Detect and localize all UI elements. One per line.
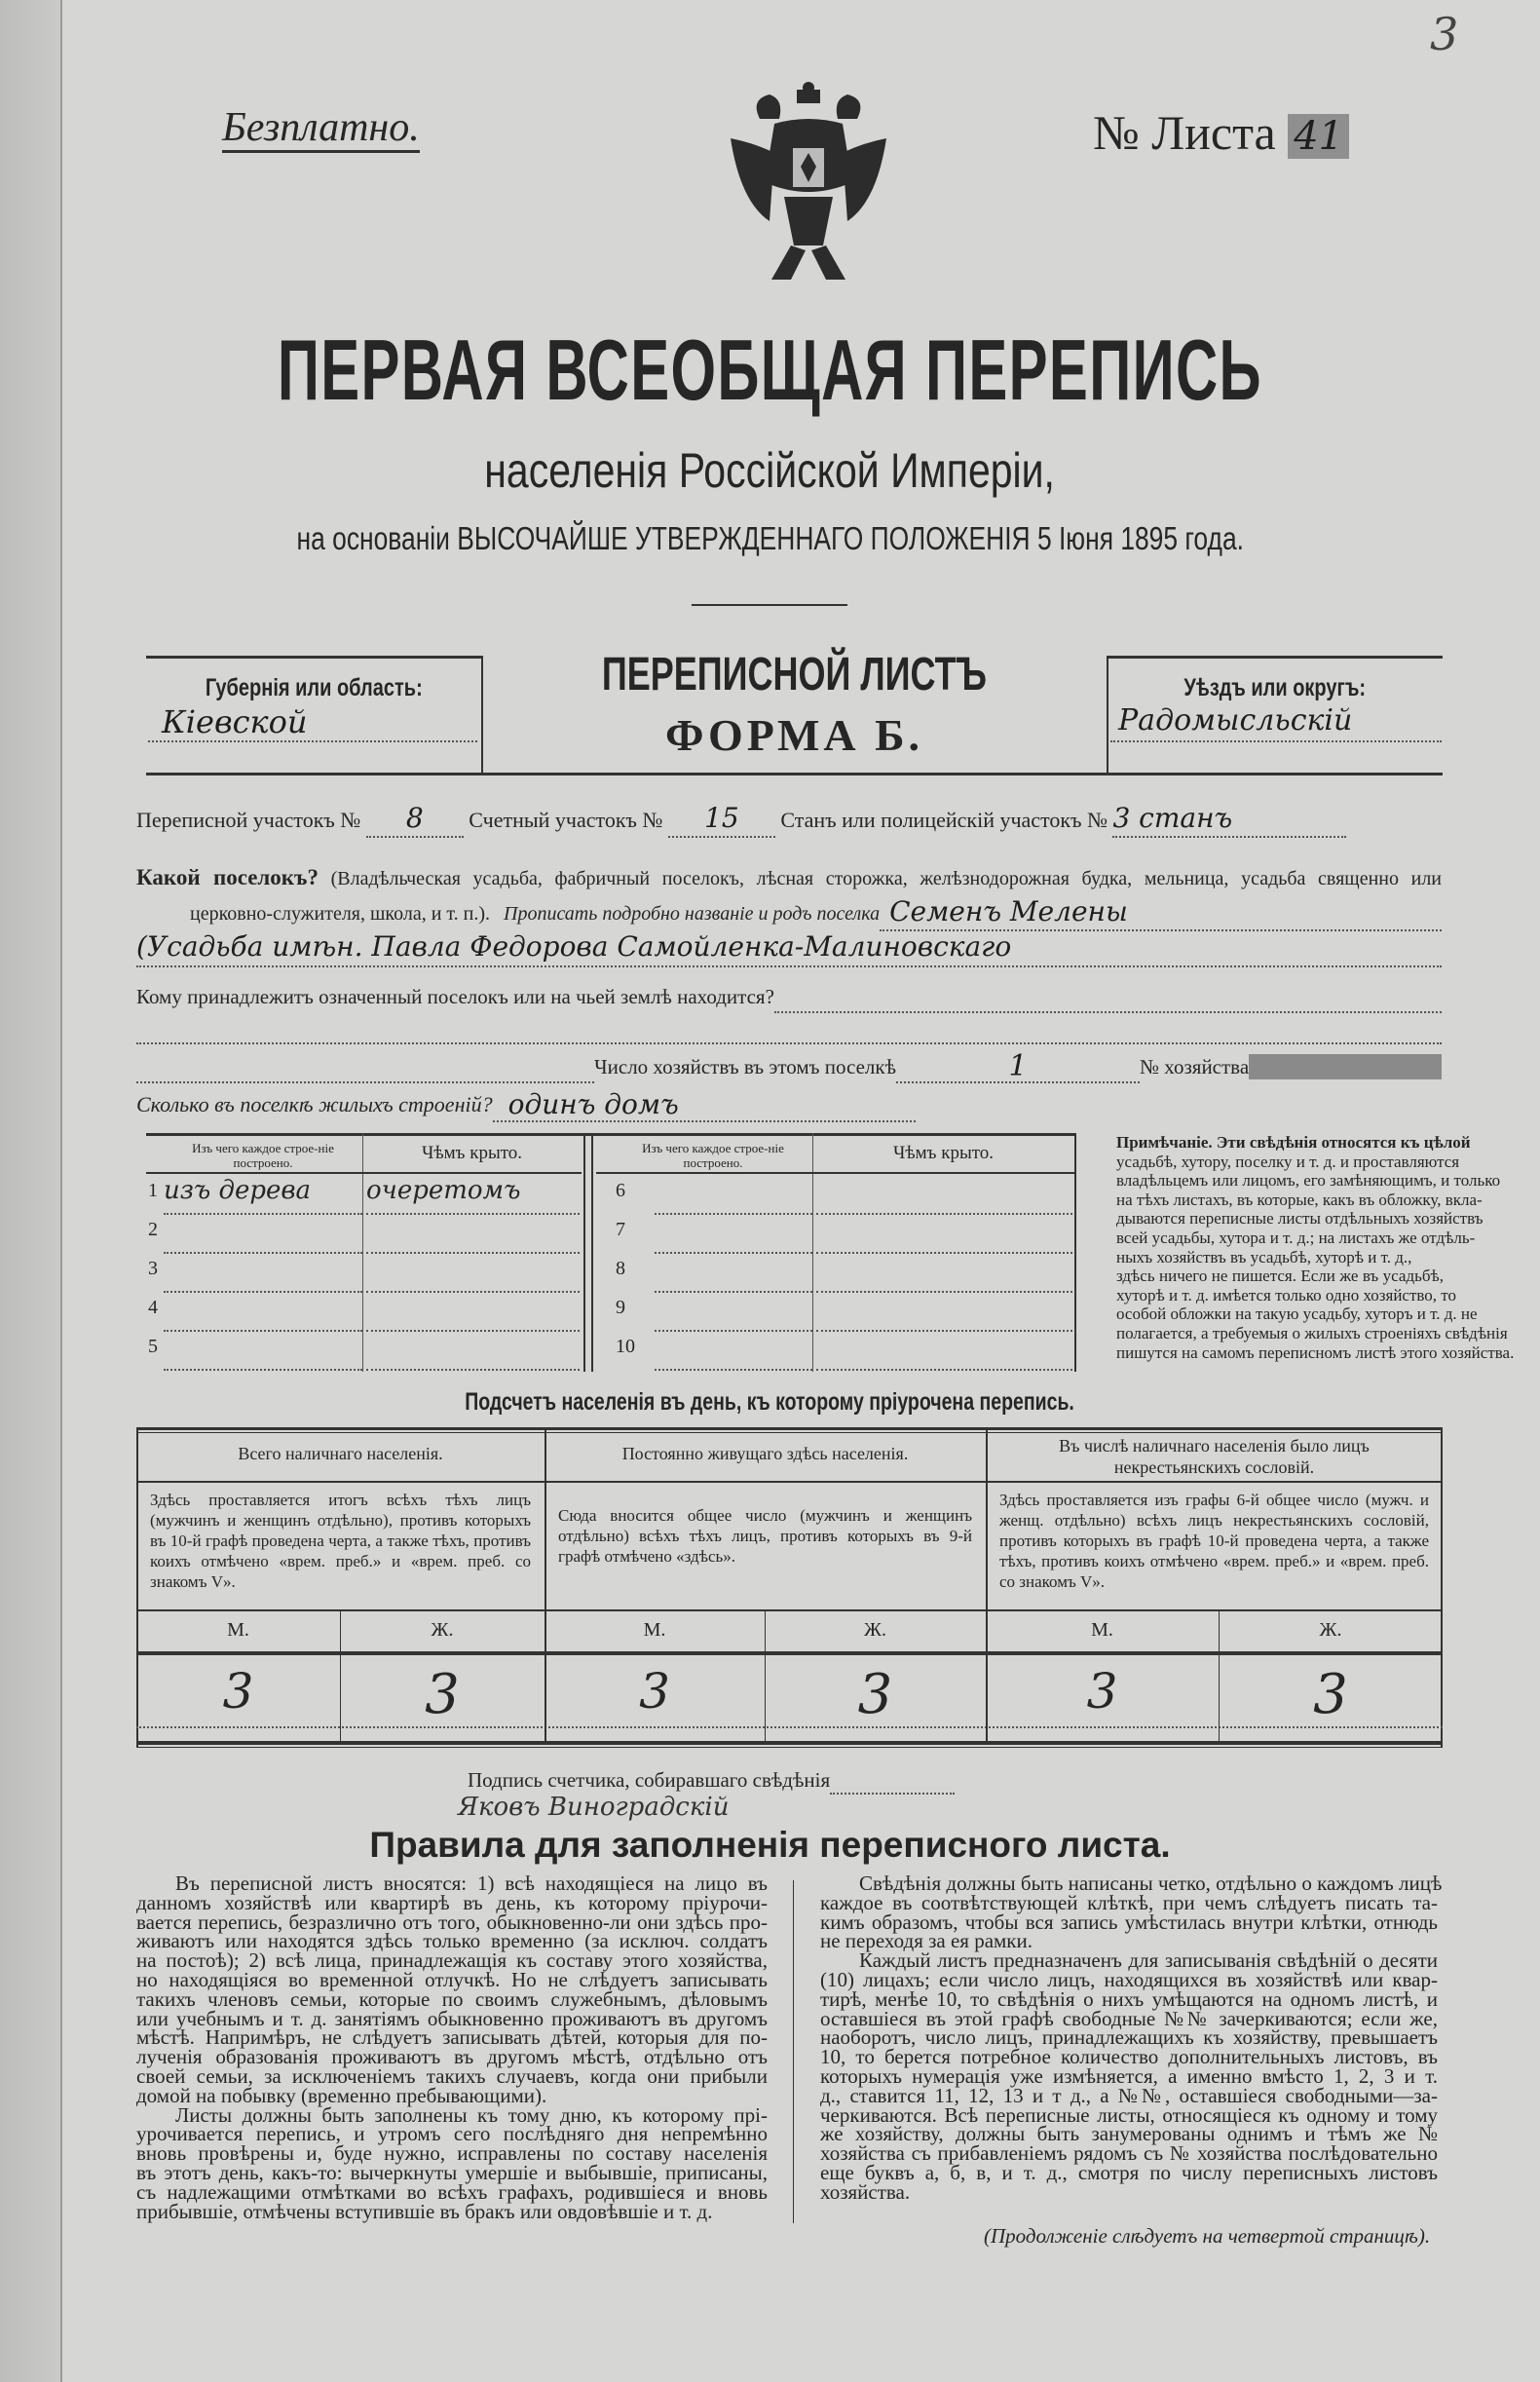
rules-line: но находящіяся во временной отлучкѣ. Но не слѣдуетъ записывать <box>136 1967 768 1991</box>
rules-line: вновь провѣрены и, буде нужно, исправлены по составу населенія <box>136 2141 768 2166</box>
legal-basis: на основаніи ВЫСОЧАЙШЕ УТВЕРЖДЕННАГО ПОЛОЖЕНІЯ 5 Іюня 1895 года. <box>296 520 1244 556</box>
rules-line: кимъ образомъ, чтобы вся запись умѣстилась внутри клѣтки, отнюдь <box>820 1909 1438 1934</box>
row-number: 10 <box>616 1336 635 1357</box>
female-count[interactable]: 3 <box>1313 1663 1348 1726</box>
column-divider <box>793 1880 794 2223</box>
roof-cell[interactable] <box>366 1254 580 1293</box>
table-bottom-line-2 <box>136 1747 1443 1748</box>
census-district-field[interactable]: 8 <box>366 801 464 838</box>
male-count[interactable]: 3 <box>1086 1663 1118 1720</box>
material-cell[interactable] <box>655 1254 812 1293</box>
female-label: Ж. <box>1319 1619 1342 1641</box>
counting-district-field[interactable]: 15 <box>668 801 775 838</box>
households-label: Число хозяйствъ въ этомъ поселкѣ <box>594 1055 896 1078</box>
rules-line: еще буквъ а, б, в, и т. д., смотря по числу переписныхъ листовъ <box>820 2160 1438 2184</box>
sheet-number <box>1093 105 1349 164</box>
rules-line: въ этотъ день, какъ-то: вычеркнуты умершіе и выбывшіе, приписаны, <box>136 2160 768 2184</box>
note-line: хуторѣ и т. д. имѣется только одно хозяйство, то <box>1116 1285 1457 1304</box>
rules-right-column <box>820 1872 1443 2204</box>
population-table <box>136 1427 1443 1749</box>
note-line: особой обложки на такую усадьбу, хуторъ и т. д. не <box>1116 1304 1478 1324</box>
census-title: ПЕРВАЯ ВСЕОБЩАЯ ПЕРЕПИСЬ <box>277 321 1262 418</box>
rules-line: вается перепись, безразлично отъ того, обыкновенно-ли они здѣсь про- <box>136 1909 768 1934</box>
male-count[interactable]: 3 <box>222 1663 254 1720</box>
rules-line: съ надлежащими отмѣтками во всѣхъ графахъ, родившіеся и вновь <box>136 2179 768 2204</box>
rules-line: хозяйства. <box>820 2179 911 2204</box>
title-sub-wrap <box>0 443 1540 498</box>
material-cell[interactable]: изъ дерева <box>164 1176 362 1215</box>
buildings-row <box>136 1087 916 1122</box>
settlement-instruction: Прописать подробно названіе и родъ поселка <box>504 903 881 925</box>
dotted-line <box>136 1726 1443 1728</box>
roof-cell[interactable] <box>816 1332 1072 1371</box>
population-title: Подсчетъ населенія въ день, къ которому пріурочена перепись. <box>465 1388 1075 1416</box>
settlement-row-2 <box>190 896 1442 931</box>
rules-line: не переходя за ея рамки. <box>820 1929 1033 1953</box>
census-subtitle: населенія Россійской Имперіи, <box>484 443 1056 498</box>
province-field[interactable]: Кіевской <box>148 703 477 742</box>
rules-line: Листы должны быть заполнены къ тому дню, къ которому прі- <box>175 2102 768 2127</box>
header-roof: Чѣмъ крыто. <box>421 1143 523 1163</box>
counter-signature: Яковъ Виноградскій <box>458 1793 730 1822</box>
table-top-line <box>136 1427 1443 1430</box>
row-number: 6 <box>616 1180 625 1201</box>
counting-district-label: Счетный участокъ № <box>469 808 663 832</box>
divider <box>692 604 847 606</box>
household-number-field[interactable] <box>1249 1054 1442 1079</box>
rules-line: такихъ членовъ семьи, которые по своимъ служебнымъ, дѣловымъ <box>136 1986 768 2011</box>
form-name: ФОРМА Б. <box>664 710 924 760</box>
note-line: всей усадьбы, хутора и т. д.; на листахъ же отдѣль- <box>1116 1228 1476 1247</box>
province-label-wrap <box>146 674 482 702</box>
form-title-wrap <box>482 648 1107 702</box>
population-title-wrap <box>0 1388 1540 1417</box>
box-top-right <box>1107 656 1443 659</box>
column-description: Сюда вносится общее число (мужчинъ и женщинъ отдѣльно) всѣхъ тѣхъ лицъ, противъ которыхъ въ 9-й графѣ отмѣчено «здѣсь». <box>558 1506 972 1566</box>
rules-line: которыхъ нумерація уже измѣняется, а именно вмѣсто 1, 2, 3 и т. <box>820 2063 1438 2088</box>
table-bottom-line <box>136 1741 1443 1745</box>
imperial-eagle-emblem <box>721 80 896 284</box>
rules-line: (10) лицахъ; если число лицъ, находящихся въ хозяйствѣ или квар- <box>820 1967 1438 1991</box>
rules-line: лученія образованія проживаютъ въ другомъ мѣстѣ, отдѣльно отъ <box>136 2045 768 2069</box>
header-roof: Чѣмъ крыто. <box>892 1143 995 1163</box>
note-line: здѣсь ничего не пишется. Если же въ усадьбѣ, <box>1116 1267 1444 1286</box>
district-field[interactable]: Радомысльскій <box>1110 703 1442 742</box>
row-number: 8 <box>616 1258 625 1279</box>
roof-cell[interactable] <box>816 1215 1072 1254</box>
district-label: Уѣздъ или округъ: <box>1183 674 1366 701</box>
row-number: 3 <box>148 1258 158 1279</box>
note-line: дываются переписные листы отдѣльныхъ хозяйствъ <box>1116 1209 1484 1229</box>
female-label: Ж. <box>864 1619 886 1641</box>
table-right-line <box>1074 1133 1076 1372</box>
note-line: полагается, а требуемыя о жилыхъ строеніяхъ свѣдѣнія <box>1116 1323 1508 1342</box>
row-number: 9 <box>616 1297 625 1318</box>
rules-line: живаютъ или находятся здѣсь только временно (за исключ. солдатъ <box>136 1929 768 1953</box>
settlement-row <box>136 863 1442 893</box>
column-description: Здѣсь проставляется итогъ всѣхъ тѣхъ лицъ (мужчинъ и женщинъ отдѣльно), противъ которыхъ въ 10-й графѣ проведена черта, а также тѣхъ, противъ коихъ отмѣчено «врем. преб.» и «врем. преб. со знакомъ V». <box>150 1491 531 1591</box>
female-label: Ж. <box>431 1619 454 1641</box>
settlement-hint: (Владѣльческая усадьба, фабричный поселокъ, лѣсная сторожка, желѣзнодорожная будка, мельница, усадьба священно или <box>330 868 1442 889</box>
rules-line: каждое въ соотвѣтствующей клѣткѣ, при чемъ слѣдуетъ писать та- <box>820 1890 1438 1914</box>
header-line <box>136 1481 1443 1483</box>
buildings-label: Сколько въ поселкѣ жилыхъ строеній? <box>136 1092 493 1116</box>
row-number: 1 <box>148 1180 158 1201</box>
rules-line: на постоѣ); 2) всѣ лица, принадлежащія къ составу этого хозяйства, <box>136 1948 768 1973</box>
household-number-label: № хозяйства <box>1140 1055 1250 1078</box>
note-line: усадьбѣ, хутору, поселку и т. д. и проставляются <box>1116 1152 1460 1171</box>
rules-line: 10, то берется потребное количество дополнительныхъ листовъ, въ <box>820 2045 1438 2069</box>
settlement-field-continued[interactable]: (Усадьба имѣн. Павла Федорова Самойленка-Малиновскаго <box>136 930 1442 967</box>
row-number: 2 <box>148 1219 158 1240</box>
material-cell[interactable] <box>655 1215 812 1254</box>
rules-line: д., ставится 11, 12, 13 и т д., а №№, оставшіеся свободными—за- <box>820 2083 1438 2107</box>
material-cell[interactable] <box>164 1293 362 1332</box>
mf-line <box>136 1651 1443 1655</box>
note-line: пишутся на самомъ переписномъ листѣ этого хозяйства. <box>1116 1342 1515 1362</box>
province-label: Губернія или область: <box>206 674 423 701</box>
header-material: Изъ чего каждое строе-ніе построено. <box>642 1141 784 1170</box>
desc-line <box>136 1609 1443 1611</box>
material-cell[interactable] <box>164 1215 362 1254</box>
note-line: на тѣхъ листахъ, въ которые, какъ въ обложку, вкла- <box>1116 1190 1483 1209</box>
handwritten-page-number: 3 <box>1430 8 1459 60</box>
material-cell[interactable] <box>164 1332 362 1371</box>
roof-cell[interactable] <box>816 1254 1072 1293</box>
rules-line: урочивается перепись, и утромъ сего послѣдняго дня непремѣнно <box>136 2122 768 2146</box>
signature-row <box>468 1765 955 1795</box>
buildings-field[interactable]: одинъ домъ <box>493 1087 916 1122</box>
male-label: М. <box>227 1619 249 1641</box>
roof-cell[interactable] <box>366 1215 580 1254</box>
table-top-line-2 <box>136 1432 1443 1433</box>
settlement-hint-2: церковно-служителя, школа, и т. п.). <box>190 903 490 925</box>
note-line: владѣльцемъ или лицомъ, его замѣняющимъ, и только <box>1116 1171 1501 1191</box>
column-header: Всего наличнаго населенія. <box>238 1444 443 1463</box>
rules-title: Правила для заполненія переписного листа. <box>369 1825 1171 1865</box>
police-district-field[interactable]: 3 станъ <box>1112 801 1346 838</box>
row-number: 7 <box>616 1219 625 1240</box>
col-divider <box>362 1133 363 1372</box>
districts-row <box>136 801 1442 836</box>
rules-line: прибывшіе, отмѣчены вступившіе въ бракъ или овдовѣвшіе и т. д. <box>136 2199 713 2223</box>
row-number: 5 <box>148 1336 158 1357</box>
rules-line: своей семьи, за исключеніемъ такихъ случаевъ, когда они прибыли <box>136 2063 768 2088</box>
sheet-number-value: 41 <box>1288 114 1349 159</box>
note-line: ныхъ хозяйствъ въ усадьбѣ, хуторѣ и т. д., <box>1116 1247 1412 1267</box>
basis-wrap <box>0 521 1540 556</box>
buildings-table <box>146 1133 1076 1372</box>
double-divider <box>583 1133 593 1372</box>
rules-line: оставшіеся въ этой графѣ свободные №№ зачеркиваются; если же, <box>820 2006 1438 2030</box>
rules-line: черкиваются. Всѣ переписные листы, относящіеся къ одному и тому <box>820 2102 1438 2127</box>
column-description: Здѣсь проставляется изъ графы 6-й общее число (мужч. и женщ. отдѣльно) всѣхъ лицъ некрестьянскихъ сословій, противъ которыхъ въ графѣ 10-й проведена черта, а также тѣхъ, противъ коихъ отмѣчено «врем. преб.» и «врем. преб. со знакомъ V». <box>999 1491 1429 1591</box>
col-divider <box>812 1133 813 1372</box>
header-line <box>596 1172 1074 1174</box>
row-number: 4 <box>148 1297 158 1318</box>
male-label: М. <box>1091 1619 1113 1641</box>
roof-cell[interactable] <box>816 1293 1072 1332</box>
police-district-label: Станъ или полицейскій участокъ № <box>780 808 1108 832</box>
note-text <box>1116 1133 1515 1362</box>
households-field[interactable]: 1 <box>896 1050 1140 1083</box>
rules-line: Каждый листъ предназначенъ для записыванія свѣдѣній о десяти <box>859 1948 1438 1973</box>
roof-cell[interactable]: очеретомъ <box>366 1176 580 1215</box>
rules-line: мѣстѣ. Напримѣръ, не слѣдуетъ записывать дѣтей, которыя для по- <box>136 2025 768 2050</box>
district-label-wrap <box>1107 674 1443 702</box>
material-cell[interactable] <box>655 1293 812 1332</box>
material-cell[interactable] <box>655 1176 812 1215</box>
title-wrap <box>0 321 1540 418</box>
rules-line: же хозяйству, должны быть занумерованы однимъ и тѣмъ же № <box>820 2122 1438 2146</box>
roof-cell[interactable] <box>366 1293 580 1332</box>
sheet-number-label: № Листа <box>1093 105 1276 160</box>
continuation-note: (Продолженіе слѣдуетъ на четвертой страницѣ). <box>984 2224 1431 2248</box>
rules-line: тирѣ, менѣе 10, то свѣдѣнія о нихъ умѣщаются на одномъ листѣ, и <box>820 1986 1438 2011</box>
owner-field[interactable] <box>774 980 1442 1013</box>
column-header: Постоянно живущаго здѣсь населенія. <box>621 1444 909 1463</box>
rules-line: наоборотъ, число лицъ, принадлежащихъ къ хозяйству, превышаетъ <box>820 2025 1438 2050</box>
material-cell[interactable] <box>655 1332 812 1371</box>
households-row <box>136 1050 1442 1083</box>
header-line <box>146 1172 582 1174</box>
free-of-charge-label: Безплатно. <box>222 105 420 153</box>
settlement-label: Какой поселокъ? <box>136 865 319 889</box>
male-count[interactable]: 3 <box>639 1663 670 1720</box>
owner-row <box>136 980 1442 1013</box>
header-material: Изъ чего каждое строе-ніе построено. <box>192 1141 334 1170</box>
rules-line: домой на побывку (временно пребывающими). <box>136 2083 547 2107</box>
rules-line: Свѣдѣнія должны быть написаны четко, отдѣльно о каждомъ лицѣ <box>859 1872 1443 1895</box>
box-top-left <box>146 656 482 659</box>
settlement-field[interactable]: Семенъ Мелены <box>880 896 1442 931</box>
rules-line: Въ переписной листъ вносятся: 1) всѣ находящіеся на лицо въ <box>175 1872 768 1895</box>
owner-label: Кому принадлежитъ означенный поселокъ или на чьей землѣ находится? <box>136 985 774 1008</box>
rules-line: хозяйства съ прибавленіемъ рядомъ съ № хозяйства послѣдовательно <box>820 2141 1438 2166</box>
roof-cell[interactable] <box>816 1176 1072 1215</box>
box-bottom <box>146 773 1443 775</box>
roof-cell[interactable] <box>366 1332 580 1371</box>
male-label: М. <box>643 1619 666 1641</box>
rules-line: данномъ хозяйствѣ или квартирѣ въ день, къ которому пріурочи- <box>136 1890 768 1914</box>
census-district-label: Переписной участокъ № <box>136 808 361 832</box>
signature-line <box>830 1765 955 1795</box>
blank-line <box>136 1050 594 1083</box>
rules-line: или учебнымъ и т. д. занятіямъ обыкновенно проживаютъ въ другомъ <box>136 2006 768 2030</box>
form-title: ПЕРЕПИСНОЙ ЛИСТЪ <box>601 649 988 700</box>
signature-label: Подпись счетчика, собиравшаго свѣдѣнія <box>468 1768 831 1792</box>
rules-left-column <box>136 1874 768 2221</box>
column-header: Въ числѣ наличнаго населенія было лицъ некрестьянскихъ сословій. <box>1059 1436 1370 1477</box>
note-line: Примѣчаніе. Эти свѣдѣнія относятся къ цѣлой <box>1116 1133 1471 1152</box>
female-count[interactable]: 3 <box>425 1663 460 1726</box>
table-top-line <box>146 1133 1076 1136</box>
material-cell[interactable] <box>164 1254 362 1293</box>
female-count[interactable]: 3 <box>857 1663 893 1726</box>
owner-field-line-2[interactable] <box>136 1013 1442 1044</box>
